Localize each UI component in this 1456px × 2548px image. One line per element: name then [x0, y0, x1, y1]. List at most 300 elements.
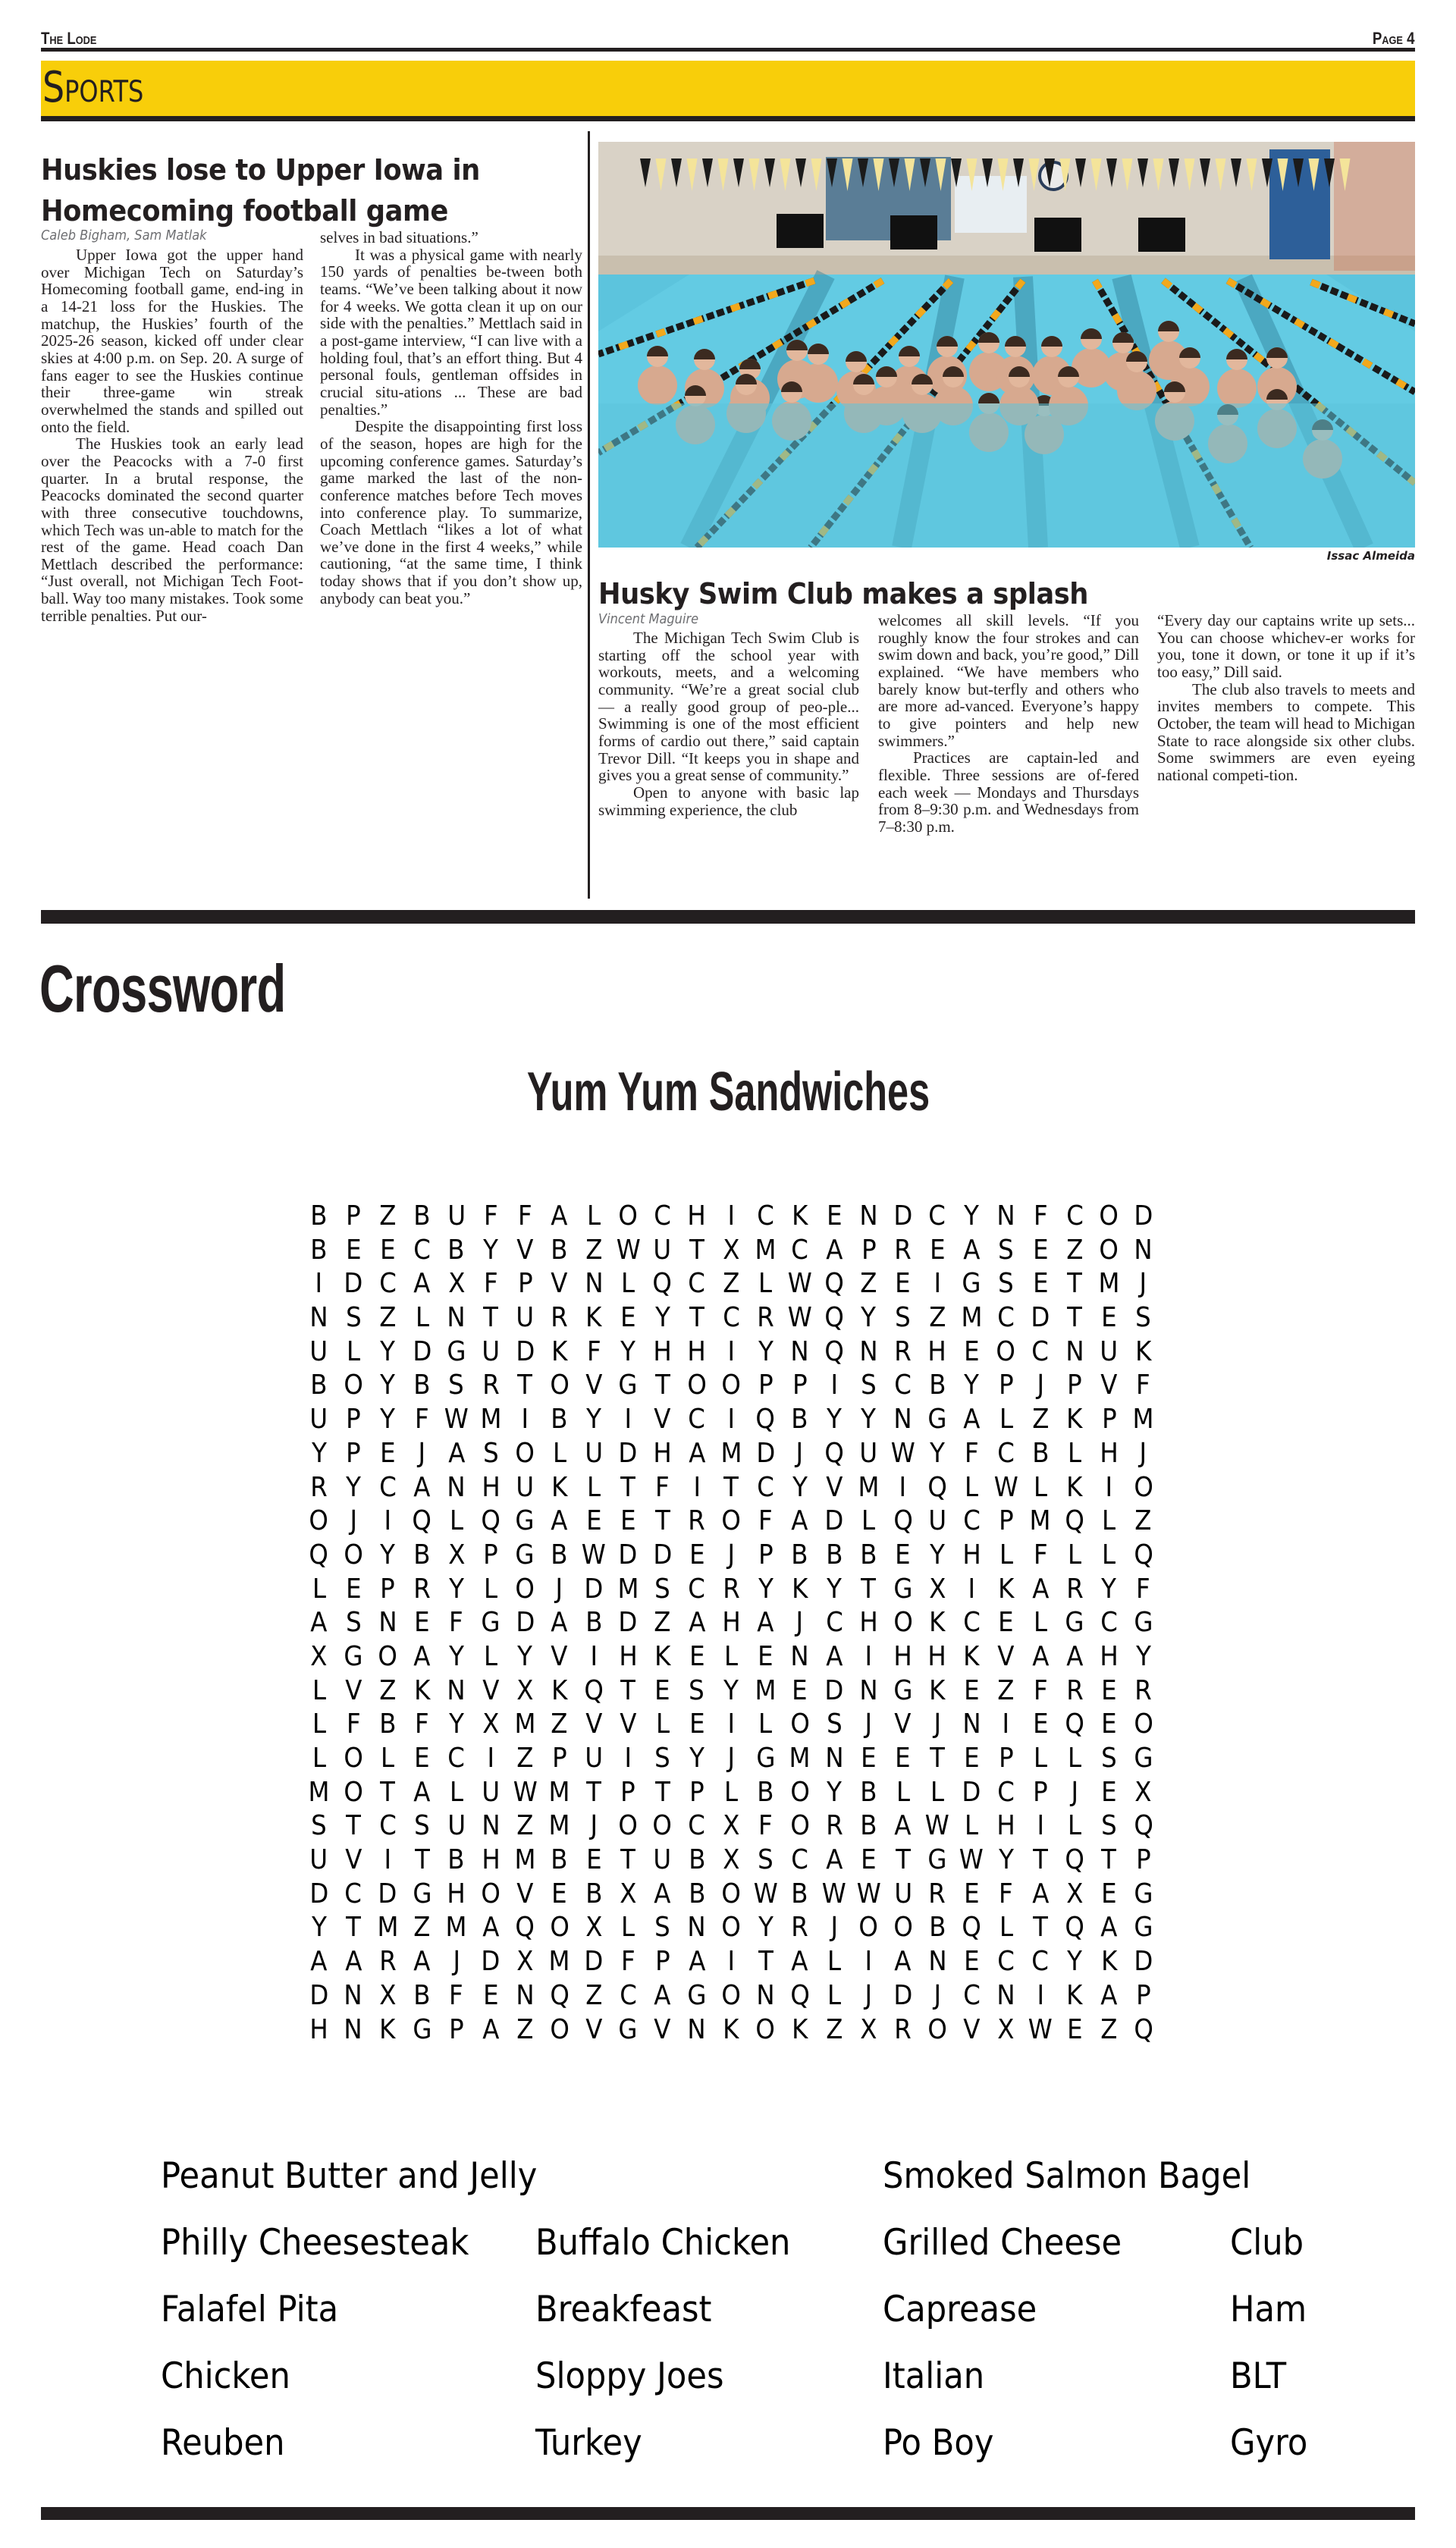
letter: P: [551, 1743, 567, 1774]
grid-letter: [1023, 1301, 1057, 1335]
grid-letter: [542, 1776, 576, 1810]
grid-letter: [1058, 1844, 1092, 1878]
letter: X: [310, 1640, 328, 1672]
grid-letter: [645, 1674, 679, 1709]
grid-letter: [405, 1539, 439, 1573]
grid-letter: [405, 1437, 439, 1471]
letter: L: [586, 1471, 601, 1503]
grid-letter: [302, 1776, 336, 1810]
letter: B: [757, 1776, 774, 1808]
letter: N: [344, 1979, 363, 2011]
grid-letter: [817, 1301, 851, 1335]
letter: D: [618, 1539, 638, 1571]
letter: A: [482, 2013, 500, 2045]
letter: Y: [1101, 1573, 1117, 1605]
letter: T: [586, 1776, 601, 1808]
grid-letter: [783, 1539, 817, 1573]
grid-letter: [852, 1369, 886, 1403]
letter: K: [929, 1607, 946, 1639]
grid-letter: [1126, 1573, 1160, 1607]
grid-letter: [439, 1200, 473, 1234]
swimmer-body: [638, 366, 677, 405]
letter: A: [413, 1471, 431, 1503]
grid-letter: [852, 1742, 886, 1776]
letter: A: [826, 1234, 843, 1266]
grid-letter: [679, 1674, 714, 1709]
grid-letter: [920, 1640, 954, 1674]
grid-letter: [611, 1742, 645, 1776]
letter: N: [859, 1335, 878, 1367]
grid-letter: [989, 1573, 1023, 1607]
word-list-item: Reuben: [161, 2422, 285, 2464]
grid-letter: [817, 1809, 851, 1844]
letter: I: [727, 1404, 735, 1436]
grid-letter: [989, 1640, 1023, 1674]
letter: Q: [893, 1505, 913, 1537]
letter: H: [1100, 1640, 1119, 1672]
letter: K: [997, 1573, 1015, 1605]
letter: O: [1134, 1471, 1153, 1503]
letter: T: [654, 1776, 670, 1808]
grid-letter: [302, 1301, 336, 1335]
grid-letter: [955, 1742, 989, 1776]
grid-letter: [508, 1606, 542, 1640]
swim-club-photo: [598, 142, 1415, 548]
letter: P: [620, 1776, 636, 1808]
letter: N: [893, 1404, 912, 1436]
letter: X: [997, 2013, 1015, 2045]
grid-letter: [1126, 1742, 1160, 1776]
letter: H: [309, 2013, 328, 2045]
letter: J: [1037, 1370, 1044, 1401]
grid-letter: [748, 1945, 783, 1979]
grid-letter: [336, 1945, 370, 1979]
letter: K: [654, 1640, 671, 1672]
grid-row: [302, 1505, 1160, 1539]
letter: G: [927, 1844, 947, 1876]
grid-letter: [302, 1606, 336, 1640]
grid-letter: [989, 1505, 1023, 1539]
letter: Z: [1134, 1505, 1152, 1537]
grid-letter: [783, 1471, 817, 1505]
grid-letter: [714, 1471, 748, 1505]
grid-letter: [508, 1301, 542, 1335]
letter: Q: [515, 1912, 535, 1944]
grid-letter: [679, 1809, 714, 1844]
grid-letter: [439, 1573, 473, 1607]
letter: R: [825, 1810, 843, 1842]
grid-letter: [852, 1776, 886, 1810]
letter: S: [861, 1370, 877, 1401]
letter: T: [414, 1844, 430, 1876]
letter: E: [861, 1743, 877, 1774]
letter: K: [551, 1471, 568, 1503]
letter: F: [449, 1607, 464, 1639]
grid-letter: [852, 1505, 886, 1539]
grid-letter: [611, 1809, 645, 1844]
grid-letter: [439, 1301, 473, 1335]
grid-letter: [611, 1708, 645, 1742]
grid-letter: [989, 1471, 1023, 1505]
grid-letter: [645, 1301, 679, 1335]
grid-letter: [405, 2013, 439, 2048]
grid-letter: [783, 1403, 817, 1437]
grid-letter: [542, 1437, 576, 1471]
grid-letter: [852, 1911, 886, 1945]
grid-letter: [1126, 1200, 1160, 1234]
grid-letter: [714, 1573, 748, 1607]
letter: N: [859, 1200, 878, 1232]
grid-letter: [576, 1335, 610, 1370]
letter: X: [723, 1844, 740, 1876]
letter: D: [1031, 1302, 1050, 1334]
letter: W: [890, 1437, 915, 1469]
grid-letter: [783, 1911, 817, 1945]
letter: F: [964, 1437, 979, 1469]
letter: E: [689, 1539, 705, 1571]
grid-letter: [1058, 1911, 1092, 1945]
letter: L: [312, 1573, 326, 1605]
letter: O: [309, 1505, 329, 1537]
letter: O: [721, 1370, 741, 1401]
grid-letter: [645, 1945, 679, 1979]
letter: Y: [827, 1776, 842, 1808]
letter: S: [895, 1302, 911, 1334]
grid-row: [302, 1640, 1160, 1674]
grid-letter: [955, 1911, 989, 1945]
grid-letter: [714, 1267, 748, 1301]
letter: B: [928, 1370, 946, 1401]
grid-letter: [783, 1234, 817, 1268]
grid-letter: [1023, 1437, 1057, 1471]
grid-letter: [714, 1369, 748, 1403]
grid-letter: [1023, 1267, 1057, 1301]
letter: P: [1101, 1404, 1117, 1436]
letter: L: [621, 1268, 635, 1300]
grid-letter: [989, 1979, 1023, 2013]
letter: Y: [620, 1335, 636, 1367]
letter: F: [1136, 1573, 1151, 1605]
grid-letter: [955, 1640, 989, 1674]
grid-letter: [508, 1809, 542, 1844]
grid-letter: [989, 1301, 1023, 1335]
letter: J: [1139, 1437, 1147, 1469]
grid-letter: [542, 1708, 576, 1742]
grid-letter: [1092, 1844, 1126, 1878]
letter: X: [447, 1539, 465, 1571]
letter: A: [413, 1268, 431, 1300]
letter: I: [1105, 1471, 1113, 1503]
letter: V: [551, 1268, 568, 1300]
letter: C: [825, 1607, 843, 1639]
word-list-item: Philly Cheesesteak: [161, 2222, 469, 2264]
letter: B: [928, 1912, 946, 1944]
grid-letter: [576, 1640, 610, 1674]
letter: N: [996, 1200, 1015, 1232]
letter: G: [687, 1979, 707, 2011]
grid-letter: [886, 1437, 920, 1471]
letter: D: [824, 1674, 844, 1706]
grid-letter: [576, 1809, 610, 1844]
letter: B: [413, 1200, 431, 1232]
letter: S: [1135, 1302, 1152, 1334]
grid-letter: [1126, 2013, 1160, 2048]
grid-letter: [920, 1234, 954, 1268]
grid-letter: [1126, 1335, 1160, 1370]
grid-letter: [576, 1945, 610, 1979]
letter: S: [998, 1234, 1014, 1266]
grid-letter: [817, 1844, 851, 1878]
letter: H: [927, 1640, 947, 1672]
grid-letter: [1126, 1640, 1160, 1674]
letter: A: [447, 1437, 465, 1469]
grid-letter: [920, 1742, 954, 1776]
letter: A: [688, 1437, 706, 1469]
letter: N: [309, 1302, 328, 1334]
letter: Y: [517, 1640, 533, 1672]
grid-letter: [1058, 1674, 1092, 1709]
grid-letter: [1023, 1403, 1057, 1437]
grid-letter: [611, 1878, 645, 1912]
letter: F: [1033, 1539, 1048, 1571]
grid-letter: [576, 1979, 610, 2013]
letter: R: [310, 1471, 328, 1503]
grid-letter: [1058, 1945, 1092, 1979]
grid-letter: [679, 1267, 714, 1301]
grid-letter: [336, 1606, 370, 1640]
letter: L: [1033, 1743, 1047, 1774]
letter: T: [1067, 1302, 1083, 1334]
letter: J: [555, 1573, 563, 1605]
word-list-item: Smoked Salmon Bagel: [883, 2155, 1251, 2197]
letter: Y: [654, 1302, 670, 1334]
grid-letter: [852, 1640, 886, 1674]
letter: E: [414, 1607, 430, 1639]
letter: A: [413, 1946, 431, 1978]
grid-letter: [508, 1979, 542, 2013]
grid-letter: [1092, 1505, 1126, 1539]
grid-letter: [611, 1945, 645, 1979]
grid-letter: [886, 1267, 920, 1301]
letter: M: [480, 1404, 502, 1436]
letter: K: [379, 2013, 396, 2045]
grid-letter: [645, 1471, 679, 1505]
grid-letter: [1126, 1471, 1160, 1505]
grid-letter: [852, 1471, 886, 1505]
letter: X: [516, 1946, 534, 1978]
letter: N: [344, 2013, 363, 2045]
grid-letter: [1058, 1606, 1092, 1640]
letter: T: [1101, 1844, 1117, 1876]
grid-letter: [920, 1911, 954, 1945]
letter: R: [894, 1335, 912, 1367]
letter: N: [756, 1979, 775, 2011]
bottom-rule: [41, 2507, 1415, 2520]
grid-letter: [302, 1640, 336, 1674]
letter: D: [309, 1979, 329, 2011]
grid-letter: [1092, 1301, 1126, 1335]
grid-letter: [1126, 1844, 1160, 1878]
water-surface: [598, 403, 1415, 548]
letter: A: [757, 1607, 774, 1639]
paragraph: The Michigan Tech Swim Club is starting off the school year with workouts, meets, and a welcoming community. “We’re a great social club — a really good group of peo-ple... Swimming is one of the most efficient forms of cardio out there,” said captain Trevor Dill. “It keeps you in shape and gives you a great sense of community.”: [598, 629, 859, 785]
window: [890, 215, 937, 249]
grid-letter: [1023, 1708, 1057, 1742]
word-list-item: Turkey: [535, 2422, 642, 2464]
letter: C: [791, 1844, 809, 1876]
letter: S: [689, 1674, 705, 1706]
letter: T: [689, 1234, 704, 1266]
letter: V: [654, 2013, 671, 2045]
grid-letter: [1126, 1776, 1160, 1810]
letter: H: [893, 1640, 912, 1672]
letter: K: [1100, 1946, 1118, 1978]
grid-letter: [576, 1708, 610, 1742]
grid-letter: [1126, 1606, 1160, 1640]
grid-letter: [679, 1640, 714, 1674]
grid-letter: [920, 1539, 954, 1573]
letter: L: [724, 1640, 739, 1672]
grid-letter: [405, 1301, 439, 1335]
letter: H: [653, 1437, 672, 1469]
grid-letter: [371, 1539, 405, 1573]
letter: G: [618, 2013, 638, 2045]
grid-letter: [576, 1267, 610, 1301]
letter: T: [654, 1370, 670, 1401]
grid-letter: [336, 1505, 370, 1539]
letter: T: [1067, 1268, 1083, 1300]
grid-letter: [1126, 1979, 1160, 2013]
letter: X: [723, 1234, 740, 1266]
letter: D: [481, 1946, 500, 1978]
letter: H: [447, 1878, 466, 1909]
grid-letter: [1023, 1200, 1057, 1234]
grid-letter: [336, 1403, 370, 1437]
section-banner: [41, 61, 1415, 116]
letter: I: [624, 1404, 632, 1436]
letter: A: [688, 1607, 706, 1639]
letter: K: [1135, 1335, 1152, 1367]
grid-letter: [920, 1369, 954, 1403]
grid-letter: [473, 1301, 507, 1335]
grid-letter: [473, 1844, 507, 1878]
grid-letter: [1023, 1369, 1057, 1403]
letter: Q: [1065, 1709, 1084, 1740]
word-list-item: Caprease: [883, 2289, 1037, 2330]
grid-letter: [371, 1674, 405, 1709]
letter: S: [311, 1810, 327, 1842]
grid-letter: [439, 2013, 473, 2048]
grid-letter: [576, 1878, 610, 1912]
grid-letter: [748, 1267, 783, 1301]
swimmer-body: [1217, 369, 1257, 408]
grid-letter: [336, 2013, 370, 2048]
letter: T: [620, 1674, 636, 1706]
letter: U: [482, 1776, 500, 1808]
letter: Y: [380, 1404, 396, 1436]
letter: N: [482, 1810, 500, 1842]
letter: R: [894, 1234, 912, 1266]
grid-letter: [714, 1809, 748, 1844]
letter: X: [516, 1674, 534, 1706]
letter: T: [346, 1810, 361, 1842]
grid-letter: [989, 1335, 1023, 1370]
letter: X: [379, 1979, 397, 2011]
grid-letter: [748, 1674, 783, 1709]
letter: B: [825, 1539, 843, 1571]
grid-letter: [371, 1945, 405, 1979]
grid-letter: [783, 1809, 817, 1844]
letter: W: [1028, 2013, 1053, 2045]
grid-letter: [1058, 1369, 1092, 1403]
grid-letter: [336, 1742, 370, 1776]
grid-letter: [748, 1471, 783, 1505]
grid-letter: [576, 1369, 610, 1403]
grid-letter: [1058, 1200, 1092, 1234]
letter: S: [414, 1810, 430, 1842]
letter: E: [895, 1539, 911, 1571]
grid-letter: [645, 1267, 679, 1301]
headline-line: Huskies lose to Upper Iowa in: [41, 153, 480, 187]
letter: N: [1134, 1234, 1153, 1266]
letter: B: [791, 1404, 808, 1436]
letter: C: [997, 1946, 1015, 1978]
grid-letter: [1092, 1369, 1126, 1403]
grid-letter: [576, 1234, 610, 1268]
grid-letter: [852, 1979, 886, 2013]
grid-letter: [336, 1200, 370, 1234]
grid-letter: [473, 1674, 507, 1709]
letter: N: [584, 1268, 604, 1300]
letter: O: [687, 1370, 707, 1401]
grid-letter: [989, 1369, 1023, 1403]
grid-row: [302, 1403, 1160, 1437]
letter: E: [1032, 1709, 1049, 1740]
grid-letter: [748, 1505, 783, 1539]
letter: Q: [652, 1268, 673, 1300]
window: [1034, 218, 1081, 252]
grid-letter: [817, 1911, 851, 1945]
grid-letter: [1126, 1267, 1160, 1301]
grid-letter: [645, 1844, 679, 1878]
grid-letter: [852, 1708, 886, 1742]
grid-letter: [714, 1437, 748, 1471]
grid-letter: [1092, 1573, 1126, 1607]
letter: C: [894, 1370, 912, 1401]
grid-letter: [783, 1742, 817, 1776]
letter: T: [1032, 1844, 1048, 1876]
swim-column-1: [598, 629, 859, 818]
word-list-item: Ham: [1230, 2289, 1307, 2330]
letter: P: [689, 1776, 704, 1808]
letter: L: [1102, 1539, 1116, 1571]
grid-letter: [817, 1878, 851, 1912]
grid-letter: [920, 1335, 954, 1370]
letter: Z: [413, 1912, 431, 1944]
letter: O: [721, 1979, 741, 2011]
grid-letter: [439, 1878, 473, 1912]
letter: U: [653, 1234, 672, 1266]
letter: Q: [1065, 1912, 1084, 1944]
letter: V: [997, 1640, 1015, 1672]
letter: R: [551, 1302, 568, 1334]
grid-letter: [473, 1267, 507, 1301]
grid-letter: [886, 1640, 920, 1674]
grid-letter: [955, 1606, 989, 1640]
grid-letter: [508, 2013, 542, 2048]
grid-letter: [886, 1539, 920, 1573]
letter: L: [655, 1709, 670, 1740]
